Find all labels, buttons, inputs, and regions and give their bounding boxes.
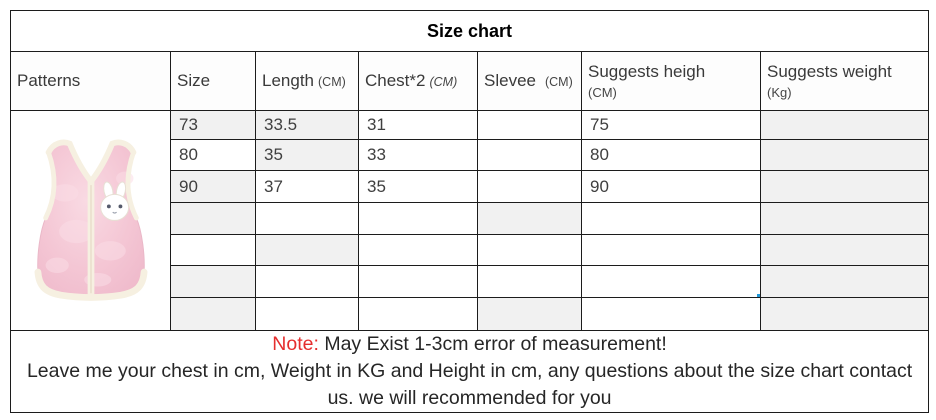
cell-length[interactable] bbox=[256, 298, 359, 331]
cell-weight[interactable] bbox=[761, 203, 929, 235]
cell-slevee[interactable] bbox=[478, 266, 582, 298]
note-line-2: Leave me your chest in cm, Weight in KG and Height in cm, any questions about the size chart contact us. we will recommended for you bbox=[26, 360, 913, 409]
header-label: Suggests weight bbox=[767, 62, 892, 81]
header-unit: (CM) bbox=[544, 75, 573, 89]
col-header-size[interactable] bbox=[171, 52, 256, 111]
size-chart-table bbox=[10, 10, 929, 413]
cell-slevee[interactable] bbox=[478, 111, 582, 140]
header-label: Chest*2 bbox=[365, 71, 426, 90]
patterns-cell[interactable] bbox=[11, 111, 171, 331]
cell-chest[interactable] bbox=[359, 235, 478, 266]
header-label: Suggests heigh bbox=[588, 62, 706, 81]
col-header-patterns[interactable] bbox=[11, 52, 171, 111]
cell-heigh[interactable]: 75 bbox=[582, 111, 761, 140]
table-row bbox=[11, 111, 929, 140]
col-header-length[interactable] bbox=[256, 52, 359, 111]
cell-length[interactable] bbox=[256, 203, 359, 235]
col-header-chest[interactable] bbox=[359, 52, 478, 111]
cell-chest[interactable]: 35 bbox=[359, 171, 478, 203]
note-line-1 bbox=[15, 331, 924, 358]
cell-size[interactable] bbox=[171, 203, 256, 235]
cell-size[interactable]: 80 bbox=[171, 140, 256, 171]
header-unit: (CM) bbox=[429, 75, 458, 89]
note-text-1: May Exist 1-3cm error of measurement! bbox=[318, 333, 667, 355]
cell-length[interactable] bbox=[256, 235, 359, 266]
cell-chest[interactable]: 31 bbox=[359, 111, 478, 140]
header-label: Slevee bbox=[484, 71, 536, 90]
header-row bbox=[11, 52, 929, 111]
note-row bbox=[11, 331, 929, 413]
cell-size[interactable]: 73 bbox=[171, 111, 256, 140]
header-label: Length bbox=[262, 71, 314, 90]
cell-chest[interactable] bbox=[359, 298, 478, 331]
cell-length[interactable]: 35 bbox=[256, 140, 359, 171]
cell-weight[interactable] bbox=[761, 171, 929, 203]
selected-cell-heigh[interactable] bbox=[582, 266, 761, 298]
note-label: Note: bbox=[272, 333, 319, 355]
cell-size[interactable] bbox=[171, 266, 256, 298]
cell-slevee[interactable] bbox=[478, 203, 582, 235]
cell-weight[interactable] bbox=[761, 111, 929, 140]
cell-weight[interactable] bbox=[761, 235, 929, 266]
col-header-suggests-weight[interactable] bbox=[761, 52, 929, 111]
cell-length[interactable] bbox=[256, 266, 359, 298]
cell-chest[interactable] bbox=[359, 266, 478, 298]
cell-heigh[interactable] bbox=[582, 298, 761, 331]
cell-heigh[interactable]: 90 bbox=[582, 171, 761, 203]
cell-size[interactable] bbox=[171, 298, 256, 331]
header-label: Size bbox=[177, 71, 211, 90]
cell-length[interactable]: 37 bbox=[256, 171, 359, 203]
cell-heigh[interactable] bbox=[582, 235, 761, 266]
cell-heigh[interactable]: 80 bbox=[582, 140, 761, 171]
cell-length[interactable]: 33.5 bbox=[256, 111, 359, 140]
size-chart-sheet bbox=[10, 10, 929, 413]
cell-slevee[interactable] bbox=[478, 171, 582, 203]
cell-slevee[interactable] bbox=[478, 235, 582, 266]
cell-slevee[interactable] bbox=[478, 298, 582, 331]
cell-weight[interactable] bbox=[761, 140, 929, 171]
header-label: Patterns bbox=[17, 71, 81, 90]
col-header-slevee[interactable] bbox=[478, 52, 582, 111]
cell-weight[interactable] bbox=[761, 266, 929, 298]
title-row bbox=[11, 11, 929, 52]
cell-slevee[interactable] bbox=[478, 140, 582, 171]
cell-size[interactable]: 90 bbox=[171, 171, 256, 203]
note-cell bbox=[11, 331, 929, 413]
cell-weight[interactable] bbox=[761, 298, 929, 331]
pink-vest-image bbox=[17, 135, 165, 301]
header-unit: (Kg) bbox=[767, 85, 792, 100]
col-header-suggests-heigh[interactable] bbox=[582, 52, 761, 111]
cell-chest[interactable]: 33 bbox=[359, 140, 478, 171]
page-title: Size chart bbox=[11, 11, 929, 52]
cell-heigh[interactable] bbox=[582, 203, 761, 235]
cell-chest[interactable] bbox=[359, 203, 478, 235]
header-unit: (CM) bbox=[588, 85, 617, 100]
cell-size[interactable] bbox=[171, 235, 256, 266]
header-unit: (CM) bbox=[318, 75, 346, 89]
